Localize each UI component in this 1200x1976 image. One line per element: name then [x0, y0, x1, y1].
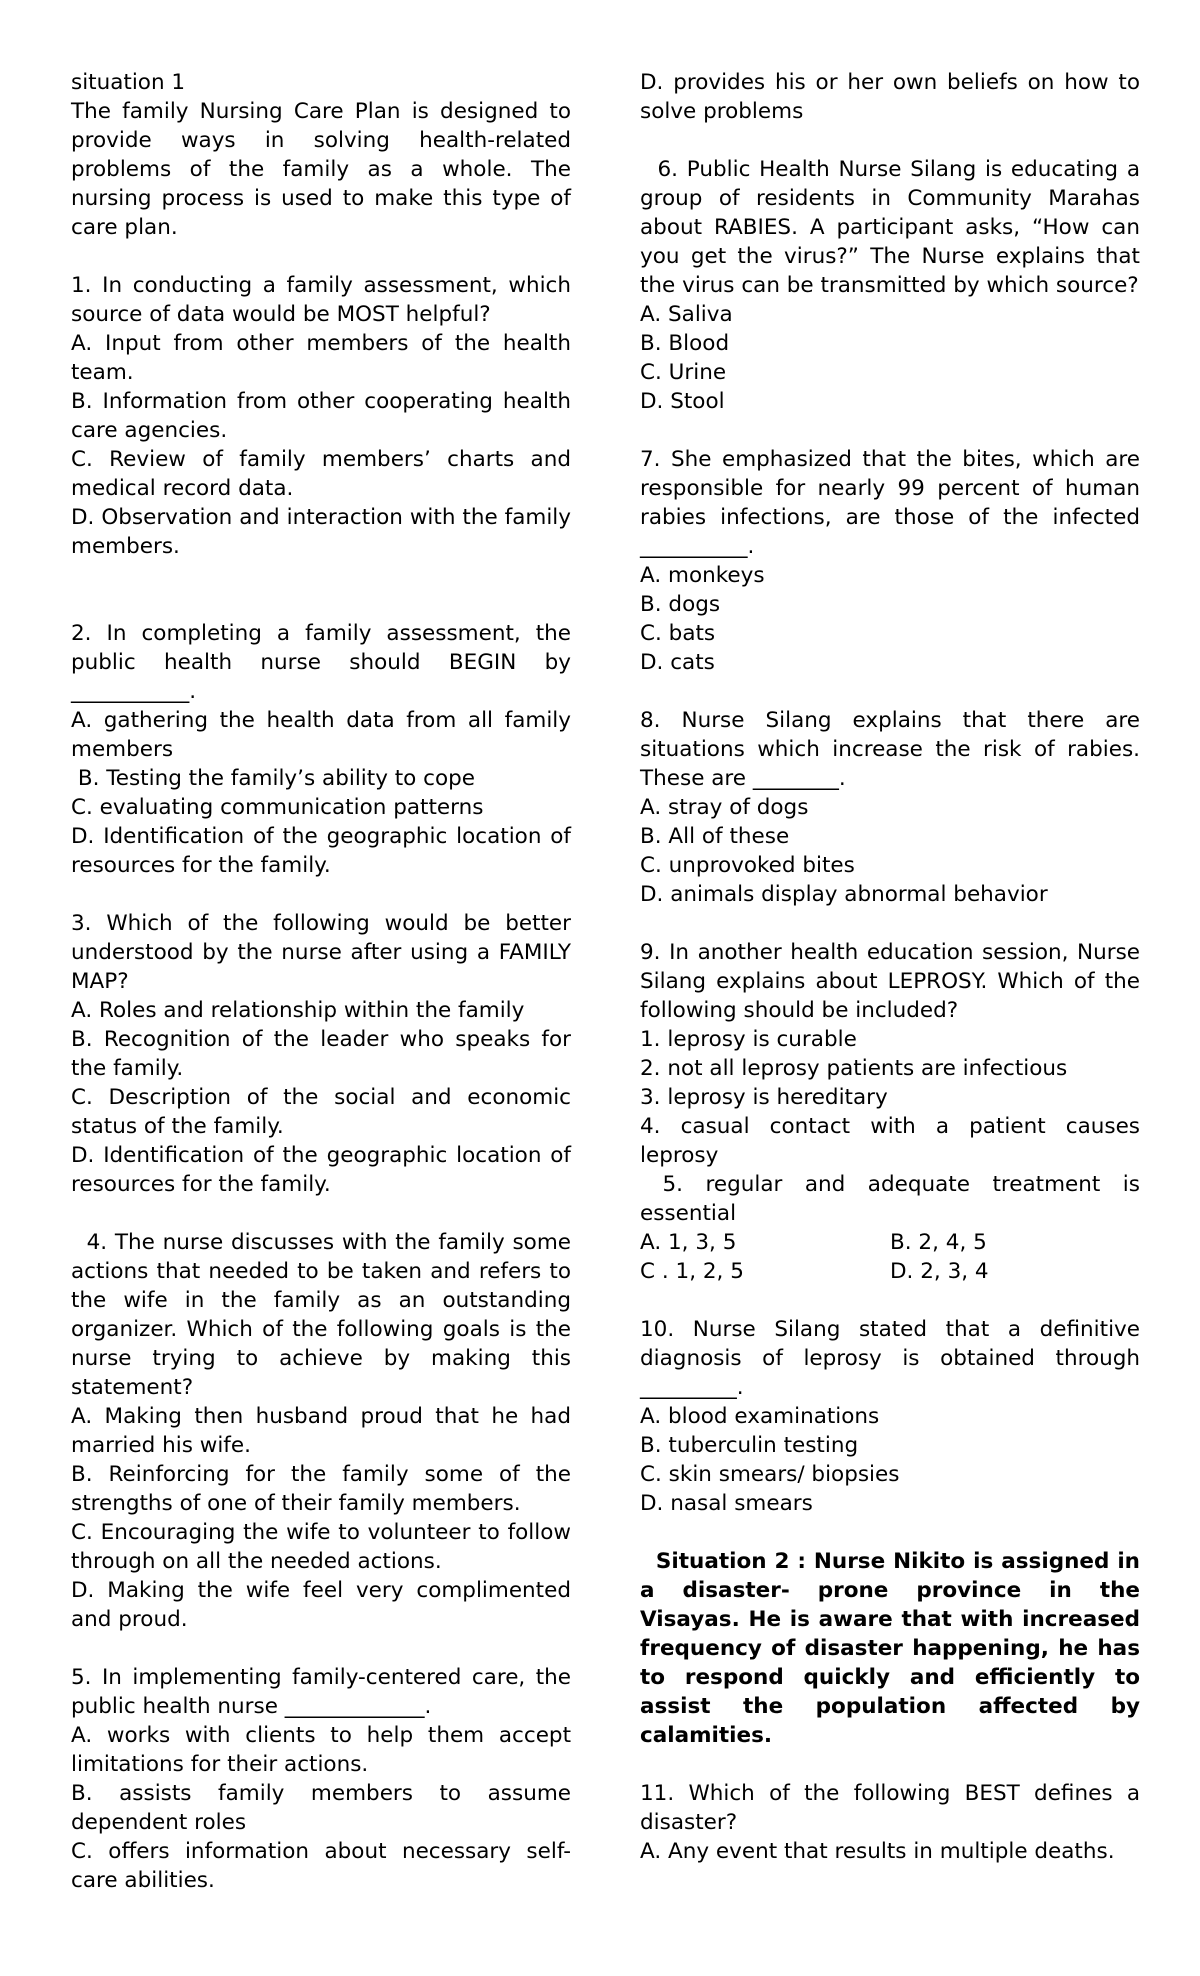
question-stem: 4. The nurse discusses with the family some actions that needed to be taken and refers to the wife in the family as an outstanding organizer. Which of the following goals is the nurse trying to achieve by making this statement? — [71, 1230, 578, 1400]
choice: B. All of these — [640, 824, 790, 849]
choice: D. Observation and interaction with the family members. — [71, 505, 571, 559]
situation-text: The family Nursing Care Plan is designed to provide ways in solving health-related problems of the family as a whole. The nursing process is used to make this type of care plan. — [71, 99, 571, 240]
list-item: 2. not all leprosy patients are infectious — [640, 1056, 1068, 1081]
situation-heading: situation 1 — [71, 70, 186, 95]
question-stem: 2. In completing a family assessment, the public health nurse should BEGIN by ___________. — [71, 621, 571, 704]
choice: C. unprovoked bites — [640, 853, 855, 878]
choice: B. Testing the family’s ability to cope — [71, 766, 476, 791]
choice: A. Input from other members of the health team. — [71, 331, 571, 385]
right-column — [640, 68, 1148, 1866]
choice: A. monkeys — [640, 563, 765, 588]
choice: B. Information from other cooperating health care agencies. — [71, 389, 571, 443]
choice: A. Making then husband proud that he had married his wife. — [71, 1404, 571, 1458]
choice: B. Blood — [640, 331, 730, 356]
choice: C. Description of the social and economic status of the family. — [71, 1085, 571, 1139]
choice: C . 1, 2, 5 — [640, 1259, 744, 1284]
question-stem: 6. Public Health Nurse Silang is educating a group of residents in Community Marahas about RABIES. A participant asks, “How can you get the virus?” The Nurse explains that the virus can be transmitted by which source? — [640, 157, 1147, 298]
choice: D. animals display abnormal behavior — [640, 882, 1048, 907]
choice: D. cats — [640, 650, 715, 675]
choice: C. Review of family members’ charts and medical record data. — [71, 447, 571, 501]
left-column — [71, 68, 578, 1895]
question-stem: 9. In another health education session, Nurse Silang explains about LEPROSY. Which of the following should be included? — [640, 940, 1140, 1023]
choice: C. offers information about necessary self-care abilities. — [71, 1839, 571, 1893]
choice: A. blood examinations — [640, 1404, 880, 1429]
choice: D. Stool — [640, 389, 725, 414]
choice: A. 1, 3, 5 — [640, 1230, 737, 1255]
choice: D. nasal smears — [640, 1491, 813, 1516]
choice: A. Any event that results in multiple deaths. — [640, 1839, 1115, 1864]
choice: D. Identification of the geographic location of resources for the family. — [71, 1143, 571, 1197]
question-stem: 11. Which of the following BEST defines a disaster? — [640, 1781, 1140, 1835]
choice: D. Making the wife feel very complimented and proud. — [71, 1578, 571, 1632]
choice: C. skin smears/ biopsies — [640, 1462, 900, 1487]
choice: A. stray of dogs — [640, 795, 809, 820]
choice: B. assists family members to assume dependent roles — [71, 1781, 571, 1835]
list-item: 5. regular and adequate treatment is essential — [640, 1172, 1147, 1226]
choice: D. provides his or her own beliefs on how to solve problems — [640, 70, 1140, 124]
choice: A. works with clients to help them accept limitations for their actions. — [71, 1723, 571, 1777]
situation-2-heading: Situation 2 : Nurse Nikito is assigned in a disaster- prone province in the Visayas. He is aware that with increased frequency of disaster happening, he has to respond quickly and efficiently to assist the population affected by calamities. — [640, 1549, 1148, 1748]
choice: A. gathering the health data from all family members — [71, 708, 571, 762]
question-stem: 8. Nurse Silang explains that there are situations which increase the risk of rabies. These are ________. — [640, 708, 1140, 791]
choice: B. tuberculin testing — [640, 1433, 859, 1458]
choice: A. Saliva — [640, 302, 733, 327]
choice: B. 2, 4, 5 — [890, 1230, 987, 1255]
choice: B. dogs — [640, 592, 721, 617]
choice-row — [640, 1228, 1140, 1257]
choice: C. bats — [640, 621, 716, 646]
question-stem: 3. Which of the following would be better understood by the nurse after using a FAMILY MAP? — [71, 911, 571, 994]
choice: D. Identification of the geographic location of resources for the family. — [71, 824, 571, 878]
choice: C. Encouraging the wife to volunteer to follow through on all the needed actions. — [71, 1520, 571, 1574]
choice: D. 2, 3, 4 — [890, 1259, 989, 1284]
question-stem: 5. In implementing family-centered care, the public health nurse _____________. — [71, 1665, 571, 1719]
list-item: 3. leprosy is hereditary — [640, 1085, 888, 1110]
list-item: 4. casual contact with a patient causes leprosy — [640, 1114, 1140, 1168]
choice: B. Reinforcing for the family some of the strengths of one of their family members. — [71, 1462, 571, 1516]
question-stem: 10. Nurse Silang stated that a definitive diagnosis of leprosy is obtained through _________. — [640, 1317, 1140, 1400]
question-stem: 1. In conducting a family assessment, which source of data would be MOST helpful? — [71, 273, 571, 327]
choice: A. Roles and relationship within the family — [71, 998, 525, 1023]
choice: B. Recognition of the leader who speaks for the family. — [71, 1027, 571, 1081]
question-stem: 7. She emphasized that the bites, which are responsible for nearly 99 percent of human rabies infections, are those of the infected __________. — [640, 447, 1140, 559]
choice-row — [640, 1257, 1140, 1286]
choice: C. Urine — [640, 360, 727, 385]
list-item: 1. leprosy is curable — [640, 1027, 857, 1052]
choice: C. evaluating communication patterns — [71, 795, 484, 820]
